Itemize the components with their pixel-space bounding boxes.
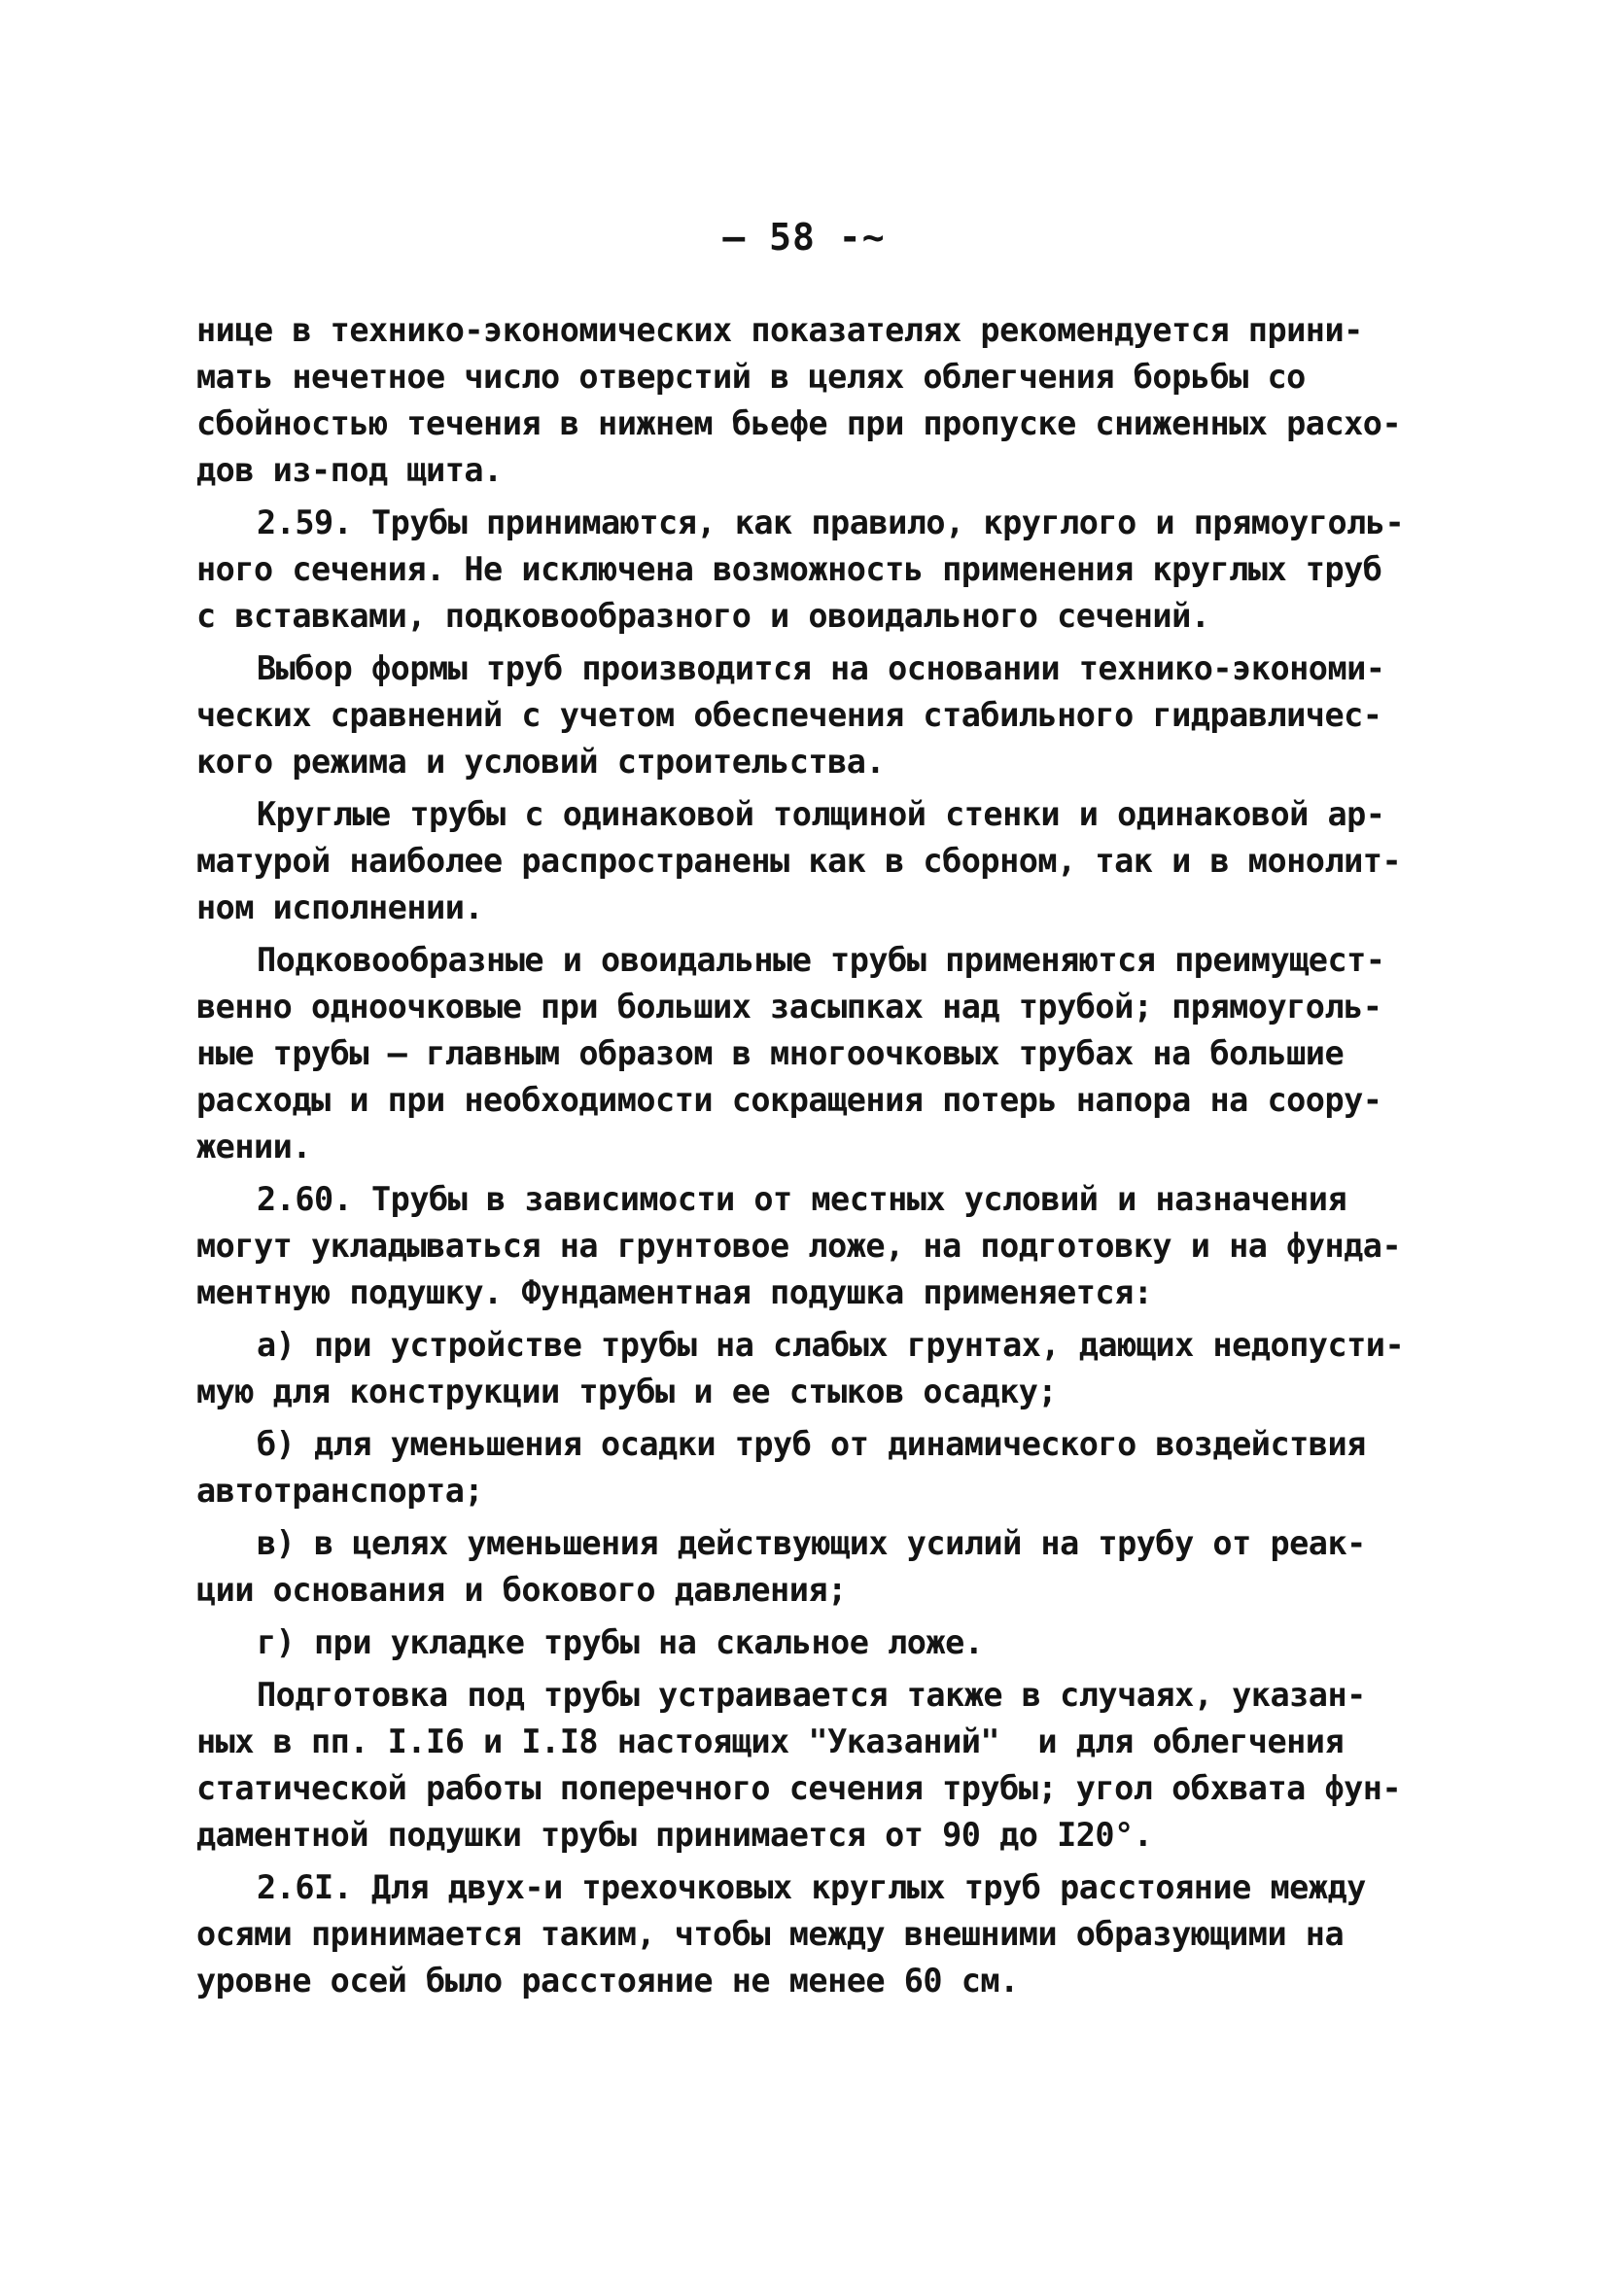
text-line: ного сечения. Не исключена возможность применения круглых труб (196, 550, 1382, 588)
paragraph-2-61 (196, 1864, 1421, 2004)
paragraph (196, 791, 1421, 931)
text-line: б) для уменьшения осадки труб от динамического воздействия (257, 1425, 1366, 1463)
text-line: могут укладываться на грунтовое ложе, на подготовку и на фунда- (196, 1227, 1402, 1265)
text-line: дов из-под щита. (196, 451, 503, 489)
text-line: нице в технико-экономических показателях рекомендуется прини- (196, 311, 1363, 349)
text-line: ции основания и бокового давления; (196, 1571, 847, 1609)
list-item-a (196, 1322, 1421, 1415)
text-line: даментной подушки трубы принимается от 90 до I20°. (196, 1816, 1153, 1854)
text-line: расходы и при необходимости сокращения потерь напора на соору- (196, 1081, 1382, 1119)
text-line: г) при укладке трубы на скальное ложе. (257, 1623, 984, 1661)
text-line: с вставками, подковообразного и овоидального сечений. (196, 597, 1210, 635)
text-line: уровне осей было расстояние не менее 60 см. (196, 1962, 1019, 2000)
list-item-b (196, 1421, 1421, 1514)
text-line: мую для конструкции трубы и ее стыков осадку; (196, 1373, 1058, 1410)
text-line: матурой наиболее распространены как в сборном, так и в монолит- (196, 842, 1402, 880)
text-line: мать нечетное число отверстий в целях облегчения борьбы со (196, 358, 1306, 396)
text-line: Подковообразные и овоидальные трубы применяются преимущест- (257, 941, 1385, 979)
text-line: ментную подушку. Фундаментная подушка применяется: (196, 1273, 1153, 1311)
body-text (196, 307, 1421, 2004)
list-item-v (196, 1520, 1421, 1614)
text-line: Выбор формы труб производится на основании технико-экономи- (257, 649, 1385, 687)
text-line: ческих сравнений с учетом обеспечения стабильного гидравличес- (196, 696, 1382, 734)
text-line: венно одноочковые при больших засыпках над трубой; прямоуголь- (196, 988, 1382, 1026)
text-line: а) при устройстве трубы на слабых грунтах, дающих недопусти- (257, 1326, 1405, 1364)
paragraph (196, 307, 1421, 494)
list-item-g (196, 1619, 1421, 1666)
paragraph (196, 645, 1421, 785)
text-line: в) в целях уменьшения действующих усилий на трубу от реак- (257, 1524, 1366, 1562)
text-line: ные трубы – главным образом в многоочковых трубах на большие (196, 1034, 1345, 1072)
paragraph-2-59 (196, 500, 1421, 640)
paragraph (196, 1672, 1421, 1859)
text-line: автотранспорта; (196, 1472, 484, 1510)
text-line: осями принимается таким, чтобы между внешними образующими на (196, 1915, 1345, 1953)
text-line: 2.59. Трубы принимаются, как правило, круглого и прямоуголь- (257, 504, 1405, 541)
paragraph (196, 937, 1421, 1170)
paragraph-2-60 (196, 1176, 1421, 1316)
text-line: кого режима и условий строительства. (196, 743, 886, 781)
text-line: 2.6I. Для двух-и трехочковых круглых труб расстояние между (257, 1868, 1366, 1906)
text-line: сбойностью течения в нижнем бьефе при пропуске сниженных расхо- (196, 404, 1402, 442)
text-line: Подготовка под трубы устраивается также в случаях, указан- (257, 1676, 1366, 1714)
text-line: Круглые трубы с одинаковой толщиной стенки и одинаковой ар- (257, 795, 1385, 833)
text-line: статической работы поперечного сечения трубы; угол обхвата фун- (196, 1769, 1402, 1807)
text-line: 2.60. Трубы в зависимости от местных условий и назначения (257, 1180, 1347, 1218)
text-line: ных в пп. I.I6 и I.I8 настоящих "Указаний" и для облегчения (196, 1722, 1345, 1760)
page-number: — 58 -~ (722, 216, 886, 259)
text-line: ном исполнении. (196, 888, 484, 926)
text-line: жении. (196, 1128, 312, 1165)
